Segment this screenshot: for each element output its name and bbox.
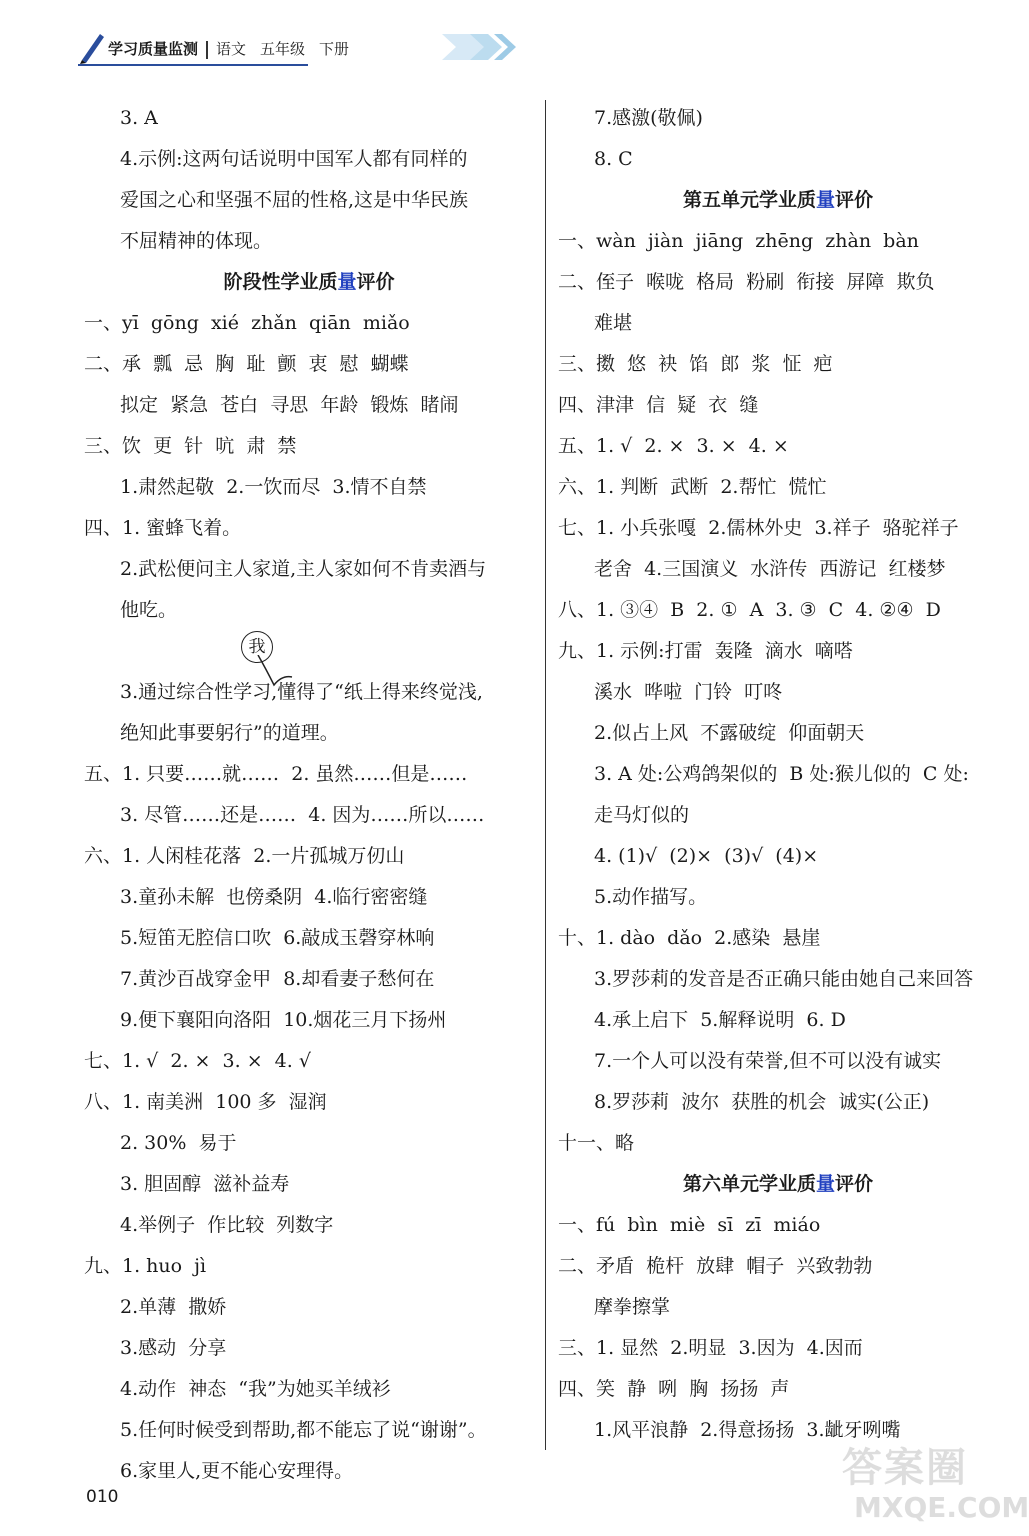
- right-answer-line: 一、wàn jiàn jiāng zhēng zhàn bàn: [558, 230, 919, 252]
- left-answer-line: 3.通过综合性学习,懂得了“纸上得来终觉浅,: [120, 681, 483, 703]
- section-title: [558, 180, 998, 221]
- section-title: [558, 1164, 998, 1205]
- book-title: 学习质量监测: [108, 40, 199, 58]
- right-answer-line: 4.承上启下 5.解释说明 6. D: [594, 1009, 846, 1031]
- left-answer-line: 爱国之心和坚强不屈的性格,这是中华民族: [120, 189, 469, 211]
- left-answer-line: 七、1. √ 2. × 3. × 4. √: [84, 1050, 311, 1072]
- right-answer-line: 三、擞 悠 袂 馅 郎 浆 怔 疤: [558, 353, 833, 375]
- section-title-text: 第六单元学业质: [682, 1173, 816, 1195]
- right-answer-line: 六、1. 判断 武断 2.帮忙 慌忙: [558, 476, 827, 498]
- right-answer-line: 二、侄子 喉咙 格局 粉刷 衔接 屏障 欺负: [558, 271, 935, 293]
- left-answer-line: 9.便下襄阳向洛阳 10.烟花三月下扬州: [120, 1009, 447, 1031]
- left-answer-line: 五、1. 只要……就…… 2. 虽然……但是……: [84, 763, 468, 785]
- left-answer-line: 5.任何时候受到帮助,都不能忘了说“谢谢”。: [120, 1419, 487, 1441]
- column-divider: [545, 100, 546, 1450]
- left-answer-line: 二、承 瓢 忌 胸 耻 颤 衷 慰 蝴蝶: [84, 353, 409, 375]
- right-answer-line: 七、1. 小兵张嘎 2.儒林外史 3.祥子 骆驼祥子: [558, 517, 959, 539]
- left-answer-line: 不屈精神的体现。: [120, 230, 273, 252]
- left-answer-line: 6.家里人,更不能心安理得。: [120, 1460, 354, 1482]
- right-answer-line: 一、fú bìn miè sī zī miáo: [558, 1214, 821, 1236]
- right-answer-line: 五、1. √ 2. × 3. × 4. ×: [558, 435, 789, 457]
- left-answer-line: 三、饮 更 针 吭 肃 禁: [84, 435, 297, 457]
- watermark-url: MXQE.COM: [854, 1491, 1029, 1524]
- section-title: [84, 262, 534, 303]
- right-answer-line: 十一、略: [558, 1132, 635, 1154]
- header-separator: [206, 41, 208, 59]
- left-answer-line: 1.肃然起敬 2.一饮而尽 3.情不自禁: [120, 476, 427, 498]
- right-answer-column: [558, 98, 998, 1451]
- section-title-text: 第五单元学业质: [682, 189, 816, 211]
- right-answer-line: 2.似占上风 不露破绽 仰面朝天: [594, 722, 865, 744]
- chevron-arrows-icon: [442, 32, 518, 62]
- grade-label: 五年级: [260, 40, 306, 58]
- proofreading-insert-stroke: [256, 655, 296, 695]
- left-answer-line: 绝知此事要躬行”的道理。: [120, 722, 339, 744]
- right-answer-line: 走马灯似的: [594, 804, 690, 826]
- left-answer-line: 4.示例:这两句话说明中国军人都有同样的: [120, 148, 468, 170]
- right-answer-line: 老舍 4.三国演义 水浒传 西游记 红楼梦: [594, 558, 946, 580]
- left-answer-line: 4.举例子 作比较 列数字: [120, 1214, 334, 1236]
- right-answer-line: 难堪: [594, 312, 633, 334]
- section-title-highlight: 量: [337, 271, 357, 293]
- section-title-text: 阶段性学业质: [223, 271, 338, 293]
- page-number: 010: [86, 1487, 119, 1507]
- right-answer-line: 7.感激(敬佩): [594, 107, 703, 129]
- left-answer-line: 六、1. 人闲桂花落 2.一片孤城万仞山: [84, 845, 405, 867]
- header-underline: [78, 64, 308, 66]
- right-answer-line: 3.罗莎莉的发音是否正确只能由她自己来回答: [594, 968, 974, 990]
- right-answer-line: 摩拳擦掌: [594, 1296, 671, 1318]
- proofreading-insert-mark: 我: [241, 631, 273, 663]
- watermark-logo: 答案圈: [842, 1445, 968, 1491]
- right-answer-line: 四、津津 信 疑 衣 缝: [558, 394, 759, 416]
- section-title-highlight: 量: [815, 1173, 835, 1195]
- section-title-suffix: 评价: [835, 1173, 874, 1195]
- right-answer-line: 7.一个人可以没有荣誉,但不可以没有诚实: [594, 1050, 942, 1072]
- left-answer-line: 7.黄沙百战穿金甲 8.却看妻子愁何在: [120, 968, 435, 990]
- left-answer-line: 八、1. 南美洲 100 多 湿润: [84, 1091, 327, 1113]
- left-answer-line: 九、1. huo jì: [84, 1255, 207, 1277]
- left-answer-line: 拟定 紧急 苍白 寻思 年龄 锻炼 睹闹: [120, 394, 459, 416]
- section-title-highlight: 量: [815, 189, 835, 211]
- right-answer-line: 8. C: [594, 148, 633, 170]
- right-answer-line: 九、1. 示例:打雷 轰隆 滴水 嘀嗒: [558, 640, 853, 662]
- left-answer-line: 5.短笛无腔信口吹 6.敲成玉磬穿林响: [120, 927, 435, 949]
- page-header: [78, 30, 518, 66]
- left-answer-line: 他吃。: [120, 599, 178, 621]
- right-answer-line: 8.罗莎莉 波尔 获胜的机会 诚实(公正): [594, 1091, 930, 1113]
- right-answer-line: 十、1. dào dǎo 2.感染 悬崖: [558, 927, 821, 949]
- section-title-suffix: 评价: [835, 189, 874, 211]
- left-answer-line: 3.童孙未解 也傍桑阴 4.临行密密缝: [120, 886, 428, 908]
- pen-icon: [78, 30, 106, 64]
- left-answer-line: 3. A: [120, 107, 158, 129]
- right-answer-line: 三、1. 显然 2.明显 3.因为 4.因而: [558, 1337, 863, 1359]
- left-answer-column: [84, 98, 534, 1492]
- left-answer-line: 2.武松便问主人家道,主人家如何不肯卖酒与: [120, 558, 487, 580]
- left-answer-line: 3.感动 分享: [120, 1337, 227, 1359]
- left-answer-line: 3. 尽管……还是…… 4. 因为……所以……: [120, 804, 485, 826]
- watermark: [834, 1436, 1029, 1531]
- subject-label: 语文: [216, 40, 247, 58]
- right-answer-line: 4. (1)√ (2)× (3)√ (4)×: [594, 845, 819, 867]
- right-answer-line: 二、矛盾 桅杆 放肆 帽子 兴致勃勃: [558, 1255, 873, 1277]
- left-answer-line: 3. 胆固醇 滋补益寿: [120, 1173, 290, 1195]
- left-answer-line: 一、yī gōng xié zhǎn qiān miǎo: [84, 312, 410, 334]
- left-answer-line: 4.动作 神态 “我”为她买羊绒衫: [120, 1378, 391, 1400]
- header-text: [108, 38, 363, 59]
- volume-label: 下册: [319, 40, 350, 58]
- right-answer-line: 溪水 哗啦 门铃 叮咚: [594, 681, 783, 703]
- right-answer-line: 3. A 处:公鸡鸽架似的 B 处:猴儿似的 C 处:: [594, 763, 969, 785]
- left-answer-line: 四、1. 蜜蜂飞着。: [84, 517, 242, 539]
- left-answer-line: [84, 631, 534, 672]
- right-answer-line: 四、笑 静 咧 胸 扬扬 声: [558, 1378, 790, 1400]
- right-answer-line: 八、1. ③④ B 2. ① A 3. ③ C 4. ②④ D: [558, 599, 941, 621]
- left-answer-line: 2. 30% 易于: [120, 1132, 237, 1154]
- right-answer-line: 5.动作描写。: [594, 886, 708, 908]
- section-title-suffix: 评价: [356, 271, 395, 293]
- right-answer-line: 1.风平浪静 2.得意扬扬 3.龇牙咧嘴: [594, 1419, 901, 1441]
- left-answer-line: 2.单薄 撒娇: [120, 1296, 227, 1318]
